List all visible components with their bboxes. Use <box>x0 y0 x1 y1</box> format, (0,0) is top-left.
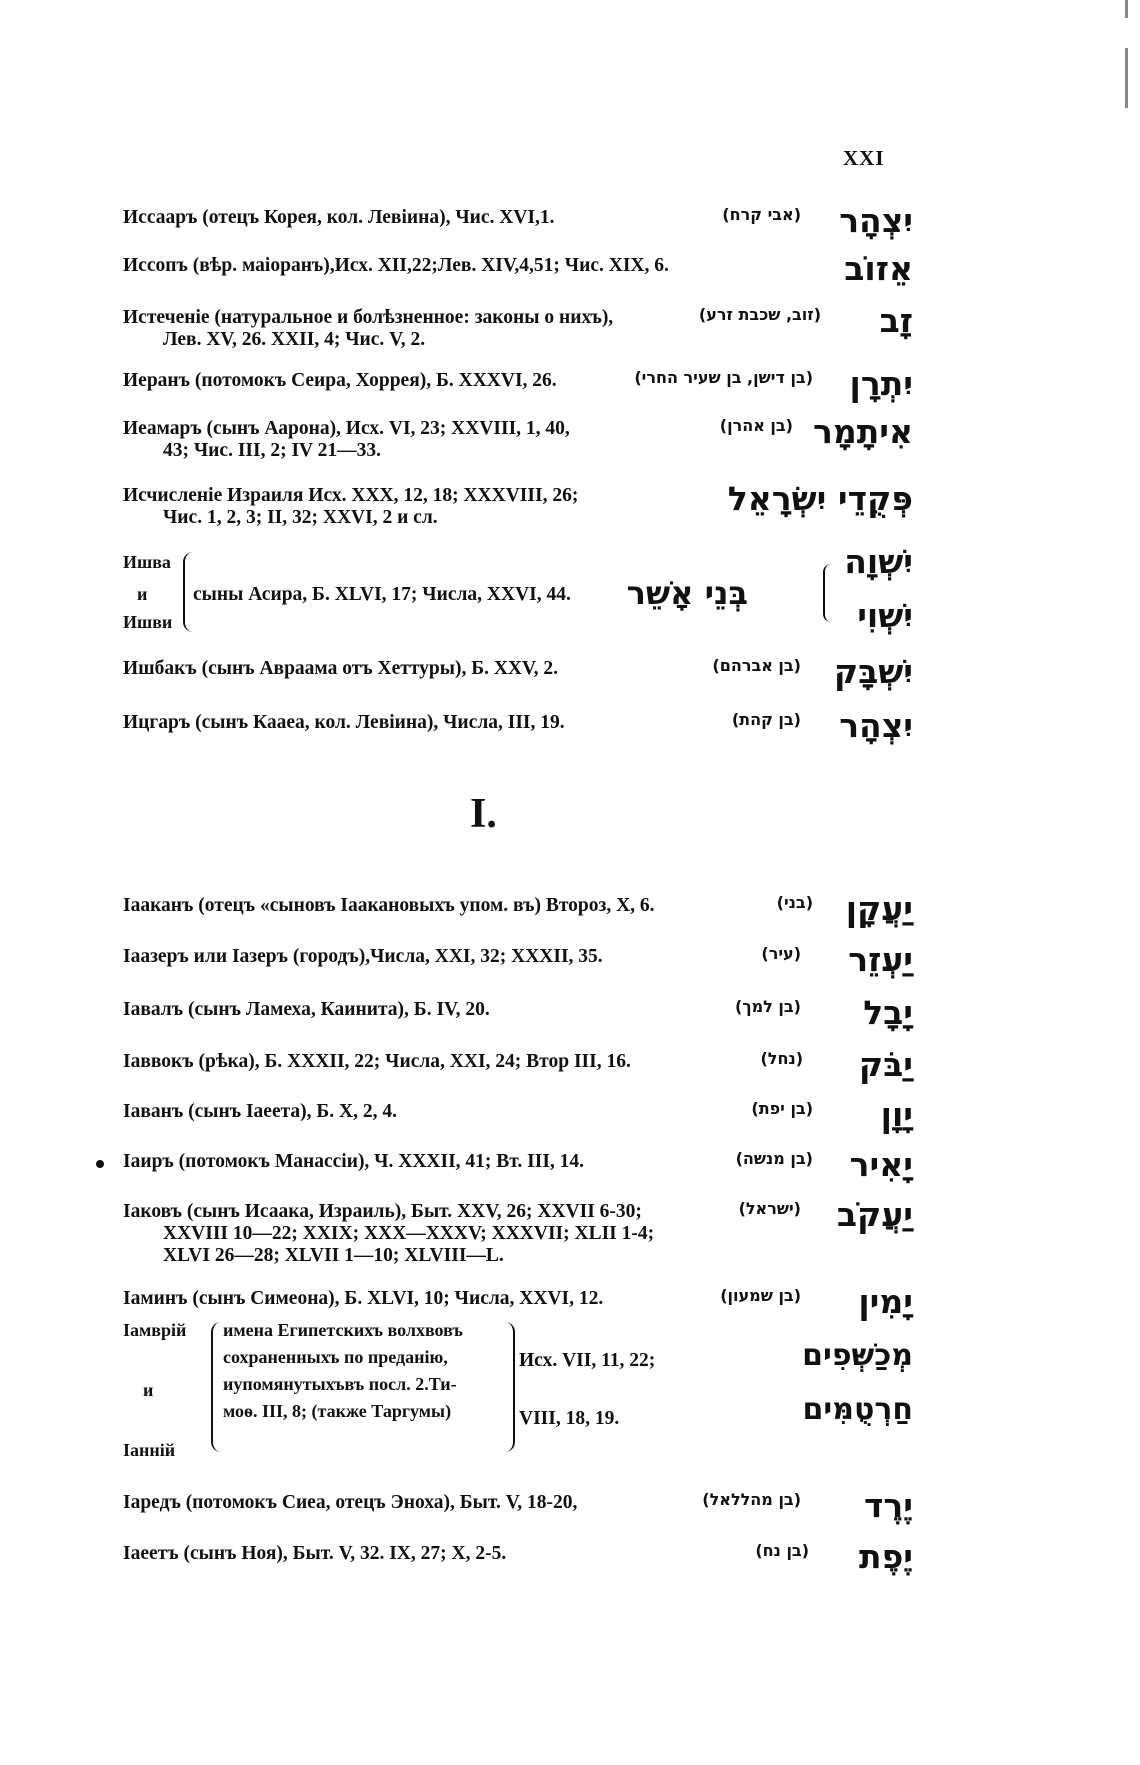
entry-hebrew-word: יִשְׁבָּק <box>833 652 913 691</box>
entry-hebrew-note: (בן אברהם) <box>712 656 801 675</box>
section-letter: I. <box>470 791 497 837</box>
iamvriy-right-brace <box>505 1322 515 1452</box>
entry-headline: Иеранъ (потомокъ Сеира, Хоррея), Б. XXXVI, 26. <box>123 370 557 391</box>
entry-headline: Исчисленiе Израиля Исх. XXX, 12, 18; XXXVIII, 26; <box>123 485 579 506</box>
dictionary-entry <box>123 1537 913 1576</box>
dictionary-entry <box>123 993 913 1032</box>
entry-continuation: Лев. XV, 26. XXII, 4; Чис. V, 2. <box>163 329 426 350</box>
entry-hebrew-note: (בן מהללאל) <box>702 1490 801 1509</box>
entry-hebrew-word: יַעֲקָן <box>845 889 913 928</box>
entry-headline: Ицгаръ (сынъ Кааеа, кол. Левiина), Числа, III, 19. <box>123 712 565 733</box>
entry-hebrew-word: יִצְהָר <box>839 706 913 745</box>
entry-hebrew-note: (בן למך) <box>735 997 801 1016</box>
ishva-hebrew-main: בְּנֵי אָשֵׁר <box>626 574 748 612</box>
dictionary-entry <box>123 1045 913 1084</box>
dictionary-entry <box>123 479 913 529</box>
entry-hebrew-note: (עיר) <box>761 944 801 963</box>
entry-headline: Ишбакъ (сынъ Авраама отъ Хеттуры), Б. XXV, 2. <box>123 658 558 679</box>
entry-headline: Иеамаръ (сынъ Аарона), Исх. VI, 23; XXVIII, 1, 40, <box>123 418 570 439</box>
entry-hebrew-word: אִיתָמָר <box>812 412 913 451</box>
ishva-group <box>123 542 913 642</box>
dictionary-entry <box>123 1145 913 1184</box>
margin-mark <box>1125 0 1128 18</box>
iamvriy-hebrew-1: מְכַשְּׁפִים <box>802 1338 913 1373</box>
iamvriy-hebrew-2: חַרְטֻמִּים <box>802 1392 913 1427</box>
entry-hebrew-note: (בן דישן, בן שעיר החרי) <box>634 368 813 387</box>
entry-hebrew-note: (בן מנשה) <box>735 1149 813 1168</box>
entry-headline: Иссааръ (отецъ Корея, кол. Левiина), Чис. XVI,1. <box>123 207 555 228</box>
entry-hebrew-word: יָבָל <box>863 993 913 1032</box>
entry-headline: Iааканъ (отецъ «сыновъ Iаакановыхъ упом. въ) Второз, X, 6. <box>123 895 655 916</box>
entry-hebrew-word: יֶפֶת <box>859 1537 913 1576</box>
ishva-name-1: Ишва <box>123 552 171 572</box>
entry-hebrew-note: (בן יפת) <box>751 1099 813 1118</box>
iamvriy-desc-line-1: имена Египетскихъ волхвовъ <box>223 1320 463 1340</box>
dictionary-entry <box>123 412 913 462</box>
entry-hebrew-note: (בני) <box>776 893 813 912</box>
iamvriy-desc-line-2: сохраненныхъ по преданiю, <box>223 1347 448 1367</box>
ishva-hebrew-name-1: יִשְׁוָה <box>844 542 913 581</box>
dictionary-entry <box>123 1095 913 1134</box>
entry-headline: Иссопъ (вѣр. маiоранъ),Исх. XII,22;Лев. XIV,4,51; Чис. XIX, 6. <box>123 255 669 276</box>
iamvriy-ref-2: VIII, 18, 19. <box>519 1408 620 1429</box>
entry-hebrew-word: יֶרֶד <box>864 1486 913 1525</box>
entry-hebrew-note: (נחל) <box>760 1049 803 1068</box>
dictionary-entry <box>123 249 913 288</box>
dictionary-entry <box>123 364 913 403</box>
entry-hebrew-word: יִצְהָר <box>839 201 913 240</box>
entry-hebrew-note: (זוב, שכבת זרע) <box>698 305 821 324</box>
entry-hebrew-word: יָמִין <box>858 1282 913 1321</box>
iamvriy-desc-line-4: моѳ. III, 8; (также Таргумы) <box>223 1401 452 1421</box>
entry-headline: Iаковъ (сынъ Исаака, Израиль), Быт. XXV, 26; XXVII 6-30; <box>123 1201 642 1222</box>
entry-headline: Iаминъ (сынъ Симеона), Б. XLVI, 10; Числа, XXVI, 12. <box>123 1288 604 1309</box>
entry-continuation: XLVI 26—28; XLVII 1—10; XLVIII—L. <box>163 1245 504 1266</box>
dictionary-entry <box>123 652 913 691</box>
iamvriy-name-2: Iаннiй <box>123 1440 176 1460</box>
entry-hebrew-note: (בן אהרן) <box>719 416 793 435</box>
entry-headline: Iаазеръ или Iазеръ (городъ),Числа, XXI, 32; XXXII, 35. <box>123 946 603 967</box>
iamvriy-group <box>123 1320 913 1460</box>
entry-hebrew-note: (בן קהת) <box>731 710 801 729</box>
entry-hebrew-word: יִתְרָן <box>849 364 913 403</box>
ishva-name-2: Ишви <box>123 612 173 632</box>
dictionary-entry <box>123 1195 913 1267</box>
entry-continuation: XXVIII 10—22; XXIX; XXX—XXXV; XXXVII; XLII 1-4; <box>163 1223 655 1244</box>
entry-hebrew-word: יָאִיר <box>849 1145 913 1184</box>
iamvriy-ref-1: Исх. VII, 11, 22; <box>519 1350 656 1371</box>
dictionary-entry <box>123 889 913 928</box>
dictionary-entry <box>123 940 913 979</box>
entry-hebrew-word: זָב <box>879 301 913 340</box>
ishva-brace <box>183 552 193 632</box>
ishva-text: сыны Асира, Б. XLVI, 17; Числа, XXVI, 44. <box>193 584 571 605</box>
dictionary-entry <box>123 1486 913 1525</box>
entry-hebrew-note: (בן שמעון) <box>720 1286 801 1305</box>
ishva-name-and: и <box>137 584 148 604</box>
dictionary-entry <box>123 1282 913 1321</box>
entry-headline: Iаредъ (потомокъ Сиеа, отецъ Эноха), Быт. V, 18-20, <box>123 1492 578 1513</box>
dictionary-entry <box>123 706 913 745</box>
ishva-hebrew-name-2: יִשְׁוִי <box>857 596 913 635</box>
entry-headline: Iаеетъ (сынъ Ноя), Быт. V, 32. IX, 27; X, 2-5. <box>123 1543 507 1564</box>
iamvriy-name-1: Iамврiй <box>123 1320 187 1340</box>
entry-continuation: Чис. 1, 2, 3; II, 32; XXVI, 2 и сл. <box>163 507 438 528</box>
bullet-mark <box>96 1160 104 1168</box>
entry-hebrew-word: יַעֲקֹב <box>836 1195 913 1234</box>
margin-mark-2 <box>1125 48 1128 108</box>
entry-headline: Iавалъ (сынъ Ламеха, Каинита), Б. IV, 20. <box>123 999 490 1020</box>
entry-hebrew-word: יַבֹּק <box>858 1045 913 1084</box>
iamvriy-description <box>223 1320 463 1422</box>
ishva-right-brace <box>823 564 831 622</box>
entry-headline: Iаванъ (сынъ Iаеета), Б. X, 2, 4. <box>123 1101 398 1122</box>
entry-continuation: 43; Чис. III, 2; IV 21—33. <box>163 440 382 461</box>
entry-hebrew-note: (ישראל) <box>738 1199 801 1218</box>
entry-hebrew-note: (בן נח) <box>755 1541 809 1560</box>
iamvriy-left-brace <box>211 1322 221 1452</box>
entry-headline: Iаввокъ (рѣка), Б. XXXII, 22; Числа, XXI, 24; Втор III, 16. <box>123 1051 631 1072</box>
entry-hebrew-word: פְּקֻדֵי יִשְׂרָאֵל <box>727 479 913 518</box>
entry-hebrew-note: (אבי קרח) <box>722 205 801 224</box>
iamvriy-name-and: и <box>143 1380 154 1400</box>
dictionary-entry <box>123 301 913 351</box>
entry-hebrew-word: אֵזוֹב <box>844 249 913 288</box>
dictionary-entry <box>123 201 913 240</box>
entry-headline: Истеченiе (натуральное и болѣзненное: законы о нихъ), <box>123 307 614 328</box>
entry-hebrew-word: יָוָן <box>880 1095 913 1134</box>
entry-headline: Iаиръ (потомокъ Манассiи), Ч. XXXII, 41; Вт. III, 14. <box>123 1151 585 1172</box>
page-number: XXI <box>843 146 885 170</box>
entry-hebrew-word: יַעְזֵר <box>848 940 913 979</box>
iamvriy-desc-line-3: иупомянутыхъвъ посл. 2.Ти- <box>223 1374 457 1394</box>
